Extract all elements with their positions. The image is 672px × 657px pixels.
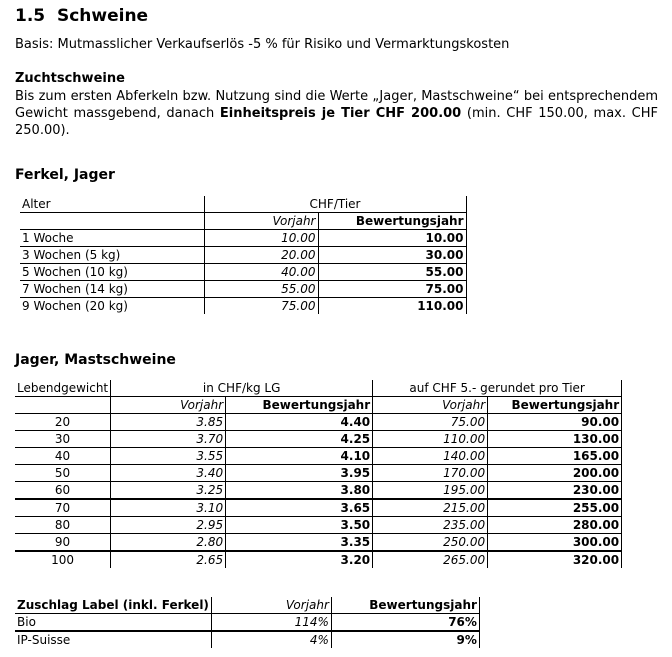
cell-bewertungsjahr: 110.00 xyxy=(318,298,466,315)
cell-alter: 1 Woche xyxy=(20,230,204,247)
zuchtschweine-text-1: Bis zum ersten Abferkeln bzw. Nutzung sind die Werte „Jager, Mastschweine“ bei entsprechendem Gewicht massgebend, danach xyxy=(15,89,658,121)
table-row xyxy=(15,551,622,568)
table-row xyxy=(15,614,479,632)
cell-vorjahr: 40.00 xyxy=(204,264,318,281)
table-row xyxy=(20,230,466,247)
cell-kg-bewertung: 3.65 xyxy=(226,499,373,517)
basis-text: Basis: Mutmasslicher Verkaufserlös -5 % für Risiko und Vermarktungskosten xyxy=(15,37,510,52)
cell-alter: 3 Wochen (5 kg) xyxy=(20,247,204,264)
cell-kg-bewertung: 4.25 xyxy=(226,431,373,448)
cell-kg-vorjahr: 2.80 xyxy=(111,534,226,552)
cell-kg-vorjahr: 3.70 xyxy=(111,431,226,448)
header-vorjahr: Vorjahr xyxy=(204,213,318,230)
table-row xyxy=(20,298,466,315)
header-lebendgewicht: Lebendgewicht xyxy=(15,380,111,397)
cell-gewicht: 30 xyxy=(15,431,111,448)
table-row xyxy=(15,499,622,517)
header-chf-pro-tier: auf CHF 5.- gerundet pro Tier xyxy=(373,380,622,397)
cell-tier-bewertung: 230.00 xyxy=(488,482,622,500)
cell-alter: 7 Wochen (14 kg) xyxy=(20,281,204,298)
section-number: 1.5 xyxy=(15,6,46,26)
cell-bewertungsjahr: 76% xyxy=(331,614,479,632)
cell-tier-bewertung: 300.00 xyxy=(488,534,622,552)
header-kg-bewertungsjahr: Bewertungsjahr xyxy=(226,397,373,414)
jager-mastschweine-table xyxy=(15,380,622,568)
header-zuschlag-label: Zuschlag Label (inkl. Ferkel) xyxy=(15,597,211,614)
table-row xyxy=(15,517,622,534)
table-row xyxy=(15,465,622,482)
cell-tier-vorjahr: 75.00 xyxy=(373,414,488,431)
cell-gewicht: 50 xyxy=(15,465,111,482)
table-row xyxy=(15,631,479,648)
cell-kg-bewertung: 3.20 xyxy=(226,551,373,568)
cell-tier-bewertung: 280.00 xyxy=(488,517,622,534)
zuchtschweine-text-2: (min. CHF 150.00, max. CHF 250.00). xyxy=(15,106,658,138)
table-header-row xyxy=(15,380,622,397)
header-chf-tier: CHF/Tier xyxy=(204,196,466,213)
zuchtschweine-unit-price: Einheitspreis je Tier CHF 200.00 xyxy=(219,106,462,121)
table-subheader-row xyxy=(20,213,466,230)
cell-vorjahr: 10.00 xyxy=(204,230,318,247)
ferkel-jager-table xyxy=(20,196,467,314)
ferkel-jager-title: Ferkel, Jager xyxy=(15,167,115,183)
cell-label: Bio xyxy=(15,614,211,632)
table-row xyxy=(15,414,622,431)
cell-bewertungsjahr: 75.00 xyxy=(318,281,466,298)
cell-kg-vorjahr: 3.25 xyxy=(111,482,226,500)
header-tier-vorjahr: Vorjahr xyxy=(373,397,488,414)
zuchtschweine-title: Zuchtschweine xyxy=(15,71,125,86)
cell-bewertungsjahr: 10.00 xyxy=(318,230,466,247)
header-tier-bewertungsjahr: Bewertungsjahr xyxy=(488,397,622,414)
cell-vorjahr: 20.00 xyxy=(204,247,318,264)
cell-tier-vorjahr: 140.00 xyxy=(373,448,488,465)
cell-vorjahr: 75.00 xyxy=(204,298,318,315)
table-row xyxy=(15,482,622,500)
table-subheader-row xyxy=(15,397,622,414)
table-row xyxy=(20,264,466,281)
cell-kg-vorjahr: 2.65 xyxy=(111,551,226,568)
section-title: Schweine xyxy=(56,6,149,26)
cell-kg-vorjahr: 3.55 xyxy=(111,448,226,465)
table-header-row xyxy=(15,597,479,614)
cell-kg-bewertung: 3.80 xyxy=(226,482,373,500)
cell-gewicht: 70 xyxy=(15,499,111,517)
header-alter: Alter xyxy=(20,196,204,213)
cell-tier-bewertung: 165.00 xyxy=(488,448,622,465)
cell-kg-vorjahr: 3.10 xyxy=(111,499,226,517)
cell-kg-bewertung: 3.50 xyxy=(226,517,373,534)
cell-gewicht: 20 xyxy=(15,414,111,431)
header-chf-kg-lg: in CHF/kg LG xyxy=(111,380,373,397)
cell-gewicht: 60 xyxy=(15,482,111,500)
cell-tier-bewertung: 255.00 xyxy=(488,499,622,517)
table-row xyxy=(20,281,466,298)
cell-tier-vorjahr: 235.00 xyxy=(373,517,488,534)
cell-tier-vorjahr: 170.00 xyxy=(373,465,488,482)
cell-tier-bewertung: 130.00 xyxy=(488,431,622,448)
cell-vorjahr: 55.00 xyxy=(204,281,318,298)
cell-tier-vorjahr: 250.00 xyxy=(373,534,488,552)
cell-tier-vorjahr: 215.00 xyxy=(373,499,488,517)
cell-kg-bewertung: 4.10 xyxy=(226,448,373,465)
cell-bewertungsjahr: 55.00 xyxy=(318,264,466,281)
cell-gewicht: 40 xyxy=(15,448,111,465)
header-vorjahr: Vorjahr xyxy=(211,597,331,614)
cell-alter: 5 Wochen (10 kg) xyxy=(20,264,204,281)
header-bewertungsjahr: Bewertungsjahr xyxy=(318,213,466,230)
table-row xyxy=(20,247,466,264)
header-bewertungsjahr: Bewertungsjahr xyxy=(331,597,479,614)
header-kg-vorjahr: Vorjahr xyxy=(111,397,226,414)
jager-mastschweine-title: Jager, Mastschweine xyxy=(15,352,176,368)
cell-kg-bewertung: 3.95 xyxy=(226,465,373,482)
cell-gewicht: 90 xyxy=(15,534,111,552)
cell-bewertungsjahr: 30.00 xyxy=(318,247,466,264)
cell-bewertungsjahr: 9% xyxy=(331,631,479,648)
cell-tier-vorjahr: 195.00 xyxy=(373,482,488,500)
cell-alter: 9 Wochen (20 kg) xyxy=(20,298,204,315)
section-heading xyxy=(15,6,148,26)
cell-vorjahr: 4% xyxy=(211,631,331,648)
zuchtschweine-paragraph xyxy=(15,88,658,139)
cell-label: IP-Suisse xyxy=(15,631,211,648)
cell-gewicht: 100 xyxy=(15,551,111,568)
cell-kg-bewertung: 3.35 xyxy=(226,534,373,552)
cell-vorjahr: 114% xyxy=(211,614,331,632)
table-row xyxy=(15,534,622,552)
table-row xyxy=(15,431,622,448)
cell-tier-bewertung: 320.00 xyxy=(488,551,622,568)
table-row xyxy=(15,448,622,465)
cell-tier-vorjahr: 265.00 xyxy=(373,551,488,568)
cell-kg-vorjahr: 3.40 xyxy=(111,465,226,482)
table-header-row xyxy=(20,196,466,213)
cell-kg-vorjahr: 3.85 xyxy=(111,414,226,431)
cell-kg-bewertung: 4.40 xyxy=(226,414,373,431)
cell-tier-bewertung: 90.00 xyxy=(488,414,622,431)
cell-tier-vorjahr: 110.00 xyxy=(373,431,488,448)
cell-tier-bewertung: 200.00 xyxy=(488,465,622,482)
zuschlag-label-table xyxy=(15,597,480,648)
cell-kg-vorjahr: 2.95 xyxy=(111,517,226,534)
cell-gewicht: 80 xyxy=(15,517,111,534)
